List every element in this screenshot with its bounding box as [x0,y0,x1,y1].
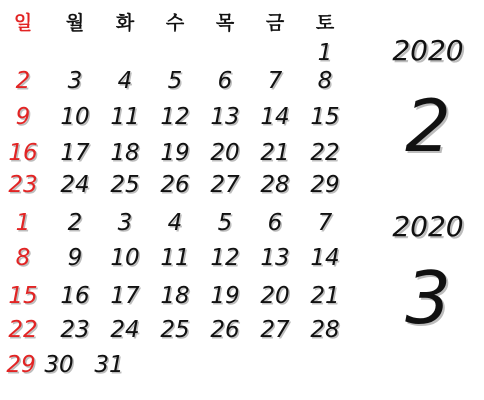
day-cell[interactable]: 2 [67,210,83,236]
day-cell[interactable]: 30 [44,352,74,378]
day-cell[interactable]: 2 [15,68,31,94]
day-cell[interactable]: 8 [317,68,333,94]
day-cell[interactable]: 18 [160,283,190,309]
day-cell[interactable]: 1 [15,210,31,236]
day-cell[interactable]: 23 [60,317,90,343]
weekday-mon: 월 [65,12,85,34]
day-cell[interactable]: 15 [8,283,38,309]
day-cell[interactable]: 26 [160,172,190,198]
day-cell[interactable]: 13 [210,104,240,130]
day-cell[interactable]: 3 [67,68,83,94]
day-cell[interactable]: 19 [210,283,240,309]
day-cell[interactable]: 25 [160,317,190,343]
day-cell[interactable]: 9 [67,245,83,271]
day-cell[interactable]: 22 [310,140,340,166]
feb-week-4 [0,140,360,170]
day-cell[interactable]: 25 [110,172,140,198]
mar-year-label: 2020 [392,210,464,243]
weekday-tue: 화 [115,12,135,34]
day-cell[interactable]: 3 [117,210,133,236]
weekday-sat: 토 [315,12,335,34]
weekday-fri: 금 [265,12,285,34]
day-cell[interactable]: 21 [310,283,340,309]
day-cell[interactable]: 5 [217,210,233,236]
mar-week-3 [0,283,360,313]
day-cell[interactable]: 24 [60,172,90,198]
mar-week-2 [0,245,360,275]
day-cell[interactable]: 20 [210,140,240,166]
weekday-thu: 목 [215,12,235,34]
mar-week-4 [0,317,360,347]
day-cell[interactable]: 10 [110,245,140,271]
day-cell[interactable]: 14 [310,245,340,271]
day-cell[interactable]: 26 [210,317,240,343]
weekday-wed: 수 [165,12,185,34]
day-cell[interactable]: 21 [260,140,290,166]
day-cell[interactable]: 16 [8,140,38,166]
day-cell[interactable]: 28 [260,172,290,198]
weekday-header [0,8,360,34]
day-cell[interactable]: 7 [317,210,333,236]
day-cell[interactable]: 8 [15,245,31,271]
feb-week-1 [0,40,360,70]
feb-week-5 [0,172,360,202]
day-cell[interactable]: 17 [60,140,90,166]
day-cell[interactable]: 11 [160,245,190,271]
day-cell[interactable]: 24 [110,317,140,343]
day-cell[interactable]: 14 [260,104,290,130]
day-cell[interactable]: 6 [267,210,283,236]
feb-year-label: 2020 [392,34,464,67]
day-cell[interactable]: 12 [210,245,240,271]
day-cell[interactable]: 11 [110,104,140,130]
day-cell[interactable]: 9 [15,104,31,130]
day-cell[interactable]: 15 [310,104,340,130]
feb-month-label: 2 [405,84,451,168]
day-cell[interactable]: 12 [160,104,190,130]
day-cell[interactable]: 20 [260,283,290,309]
mar-week-5 [0,352,360,382]
day-cell[interactable]: 10 [60,104,90,130]
day-cell[interactable]: 16 [60,283,90,309]
day-cell[interactable]: 19 [160,140,190,166]
day-cell[interactable]: 5 [167,68,183,94]
weekday-sun: 일 [13,12,33,34]
day-cell[interactable]: 23 [8,172,38,198]
day-cell[interactable]: 6 [217,68,233,94]
day-cell[interactable]: 29 [310,172,340,198]
day-cell[interactable]: 22 [8,317,38,343]
feb-week-2 [0,68,360,98]
day-cell[interactable]: 27 [210,172,240,198]
day-cell[interactable]: 4 [117,68,133,94]
day-cell[interactable]: 13 [260,245,290,271]
mar-month-label: 3 [405,256,451,340]
day-cell[interactable]: 29 [6,352,36,378]
day-cell[interactable]: 31 [94,352,124,378]
day-cell[interactable]: 18 [110,140,140,166]
day-cell[interactable]: 4 [167,210,183,236]
day-cell[interactable]: 27 [260,317,290,343]
day-cell[interactable]: 28 [310,317,340,343]
day-cell[interactable]: 1 [317,40,333,66]
feb-week-3 [0,104,360,134]
day-cell[interactable]: 7 [267,68,283,94]
mar-week-1 [0,210,360,240]
day-cell[interactable]: 17 [110,283,140,309]
